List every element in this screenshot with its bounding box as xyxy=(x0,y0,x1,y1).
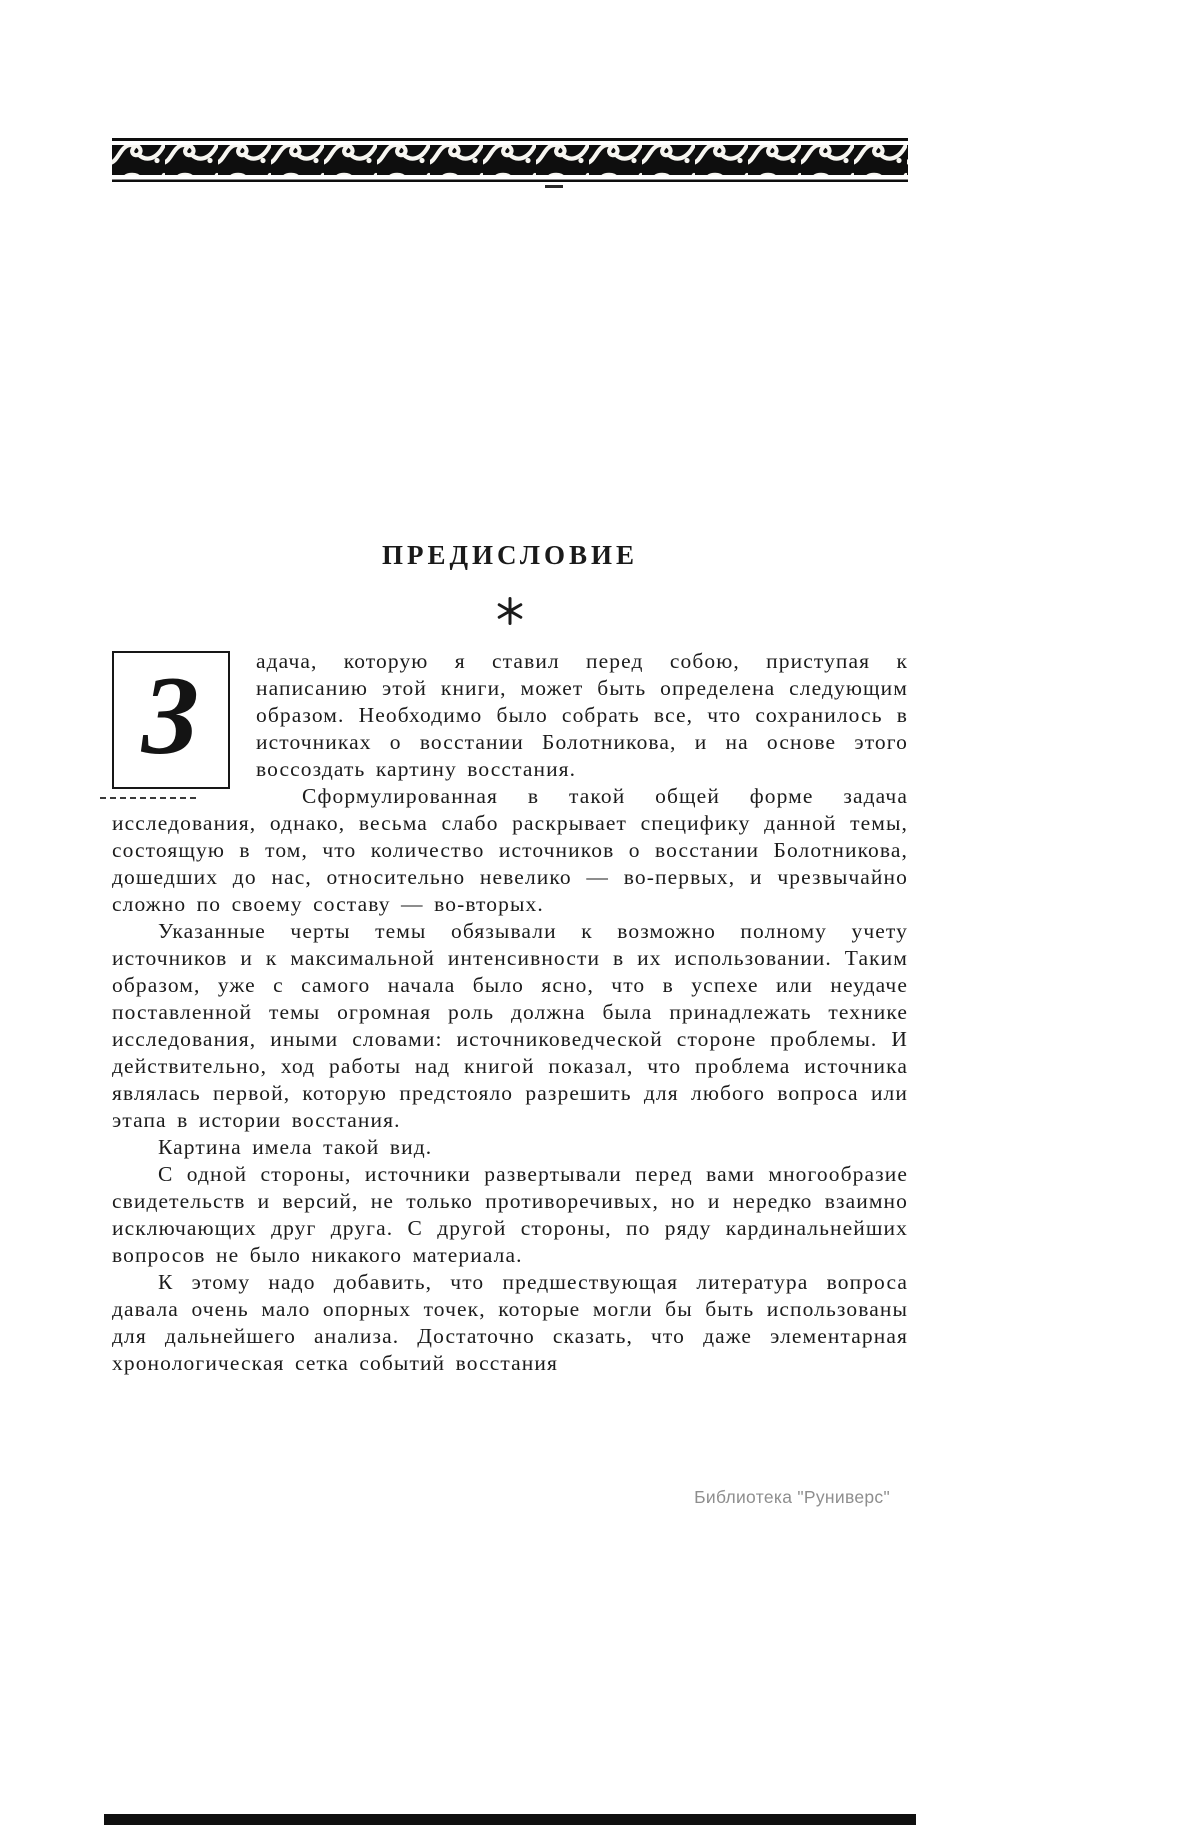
ornament-frieze-icon xyxy=(112,138,908,184)
asterisk-separator-icon xyxy=(495,596,525,626)
paragraph: С одной стороны, источники развертывали перед вами многообразие свидетельств и версий, не только противоречивых, но и нередко взаимно исключающих друг друга. С другой стороны, по ряду кардинальнейших вопросов не было никакого материала. xyxy=(112,1162,908,1267)
paragraph: Сформулированная в такой общей форме задача исследования, однако, весьма слабо раскрывает специфику данной темы, состоящую в том, что количество источников о восстании Болотникова, дошедших до нас, относительно невелико — во-первых, и чрезвычайно сложно по своему составу — во-вторых. xyxy=(112,784,908,916)
paragraph: адача, которую я ставил перед собою, приступая к написанию этой книги, может быть определена следующим образом. Необходимо было собрать все, что сохранилось в источниках о восстании Болотникова, и на основе этого воссоздать картину восстания. xyxy=(256,649,908,781)
drop-cap-letter: З xyxy=(141,654,201,778)
ornament-tick xyxy=(545,185,563,188)
library-watermark: Библиотека "Руниверс" xyxy=(694,1487,890,1507)
drop-cap-frame xyxy=(112,651,230,789)
page-title: ПРЕДИСЛОВИЕ xyxy=(381,540,639,570)
paragraph: К этому надо добавить, что предшествующая литература вопроса давала очень мало опорных точек, которые могли бы быть использованы для дальнейшего анализа. Достаточно сказать, что даже элементарная хронологическая сетка событий восстания xyxy=(112,1270,908,1375)
paragraph: Указанные черты темы обязывали к возможно полному учету источников и к максимальной интенсивности в их использовании. Таким образом, уже с самого начала было ясно, что в успехе или неудаче поставленной темы огромная роль должна была принадлежать технике исследования, иными словами: источниковедческой стороне проблемы. И действительно, ход работы над книгой показал, что проблема источника являлась первой, которую предстояло разрешить для любого вопроса или этапа в истории восстания. xyxy=(112,919,908,1132)
scan-bottom-edge xyxy=(104,1814,916,1825)
paragraph: Картина имела такой вид. xyxy=(158,1135,433,1159)
ornament-frieze-svg xyxy=(112,138,908,184)
text-body xyxy=(112,648,908,1377)
